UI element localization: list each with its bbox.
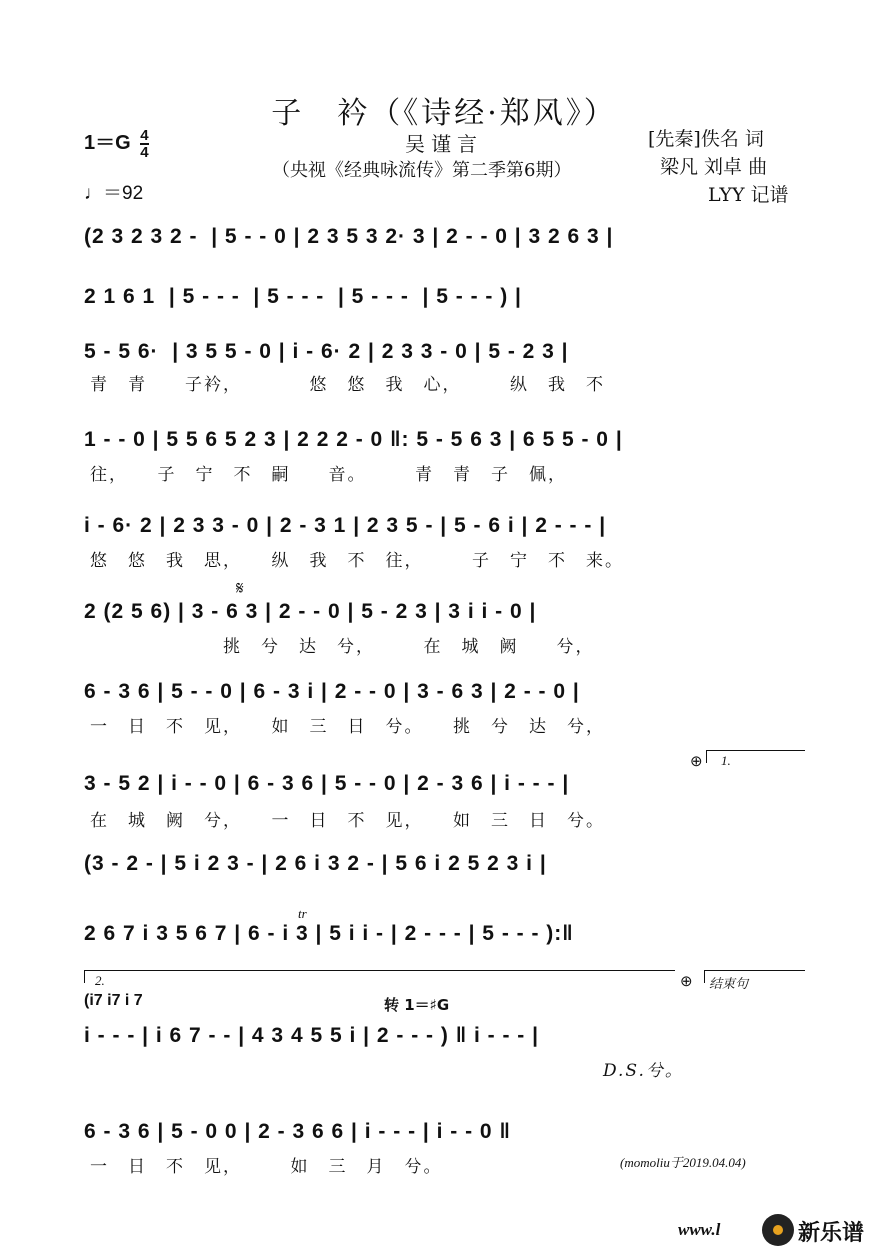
watermark-url: www.l: [678, 1220, 721, 1239]
lyric-line-3: 青 青 子衿， 悠 悠 我 心， 纵 我 不: [90, 375, 605, 395]
score-line-8: 3 - 5 2 | i - - 0 | 6 - 3 6 | 5 - - 0 | 2 - 3 6 | i - - - |: [84, 772, 570, 795]
score-line-3: 5 - 5 6· | 3 5 5 - 0 | i - 6· 2 | 2 3 3 - 0 | 5 - 2 3 |: [84, 340, 569, 363]
ending-label: 结束句: [709, 976, 749, 991]
lyric-line-7: 一 日 不 见， 如 三 日 兮。 挑 兮 达 兮，: [90, 717, 605, 737]
score-line-1: (2 3 2 3 2 - | 5 - - 0 | 2 3 5 3 2· 3 | 2 - - 0 | 3 2 6 3 |: [84, 225, 614, 248]
lyricist-credit: [先秦]佚名 词: [648, 128, 764, 150]
volta-1-label: 1.: [721, 753, 731, 768]
segno-sign: 𝄋: [236, 578, 244, 598]
lyric-line-5: 悠 悠 我 思， 纵 我 不 往， 子 宁 不 来。: [90, 551, 624, 571]
grace-notes: (i7 i7 i 7: [84, 992, 143, 1009]
trill-mark: tr: [298, 906, 307, 921]
volta-1-bracket: [706, 750, 805, 768]
watermark-site-name: 新乐谱: [798, 1221, 865, 1246]
transcriber-credit: LYY 记谱: [708, 184, 789, 206]
time-top: 4: [140, 126, 149, 144]
time-bottom: 4: [140, 143, 149, 161]
score-line-4: 1 - - 0 | 5 5 6 5 2 3 | 2 2 2 - 0 ‖: 5 - 5 6 3 | 6 5 5 - 0 |: [84, 428, 623, 451]
tempo-mark: ♩＝92: [84, 183, 144, 204]
coda-sign-2: ⊕: [680, 974, 693, 990]
score-line-9: (3 - 2 - | 5 i 2 3 - | 2 6 i 3 2 - | 5 6 i 2 5 2 3 i |: [84, 852, 547, 875]
lyric-line-4: 往， 子 宁 不 嗣 音。 青 青 子 佩，: [90, 465, 567, 485]
score-line-7: 6 - 3 6 | 5 - - 0 | 6 - 3 i | 2 - - 0 | 3 - 6 3 | 2 - - 0 |: [84, 680, 580, 703]
score-line-2: 2 1 6 1 | 5 - - - | 5 - - - | 5 - - - | 5 - - - ) |: [84, 285, 522, 308]
lyric-line-12: 一 日 不 见， 如 三 月 兮。: [90, 1157, 443, 1177]
score-line-5: i - 6· 2 | 2 3 3 - 0 | 2 - 3 1 | 2 3 5 - | 5 - 6 i | 2 - - - |: [84, 514, 607, 537]
site-watermark: [678, 1214, 878, 1246]
vinyl-record-icon: [762, 1214, 794, 1246]
lyric-line-11: D.S.兮。: [90, 1061, 684, 1081]
song-title: 子 衿（《诗经·郑风》）: [271, 96, 617, 131]
lyric-line-6: 挑 兮 达 兮， 在 城 阙 兮，: [90, 637, 595, 657]
coda-sign: ⊕: [690, 754, 703, 770]
singer: 吴谨言: [405, 132, 483, 156]
score-line-10: 2 6 7 i 3 5 6 7 | 6 - i 3 | 5 i i - | 2 - - - | 5 - - - ):‖: [84, 922, 574, 945]
ending-bracket: [704, 970, 805, 991]
key-label: 1＝G: [84, 132, 131, 154]
score-line-11: i - - - | i 6 7 - - | 4 3 4 5 5 i | 2 - - - ) ‖ i - - - |: [84, 1024, 540, 1047]
volta-2-bracket: [84, 970, 675, 988]
program-info: （央视《经典咏流传》第二季第6期）: [272, 160, 572, 181]
transcriber-signature: (momoliu于2019.04.04): [620, 1155, 746, 1170]
score-line-12: 6 - 3 6 | 5 - 0 0 | 2 - 3 6 6 | i - - - | i - - 0 ‖: [84, 1120, 511, 1143]
modulation-mark: 转 1＝♯G: [384, 996, 450, 1014]
score-line-6: 2 (2 5 6) | 3 - 6 3 | 2 - - 0 | 5 - 2 3 | 3 i i - 0 |: [84, 600, 537, 623]
lyric-line-8: 在 城 阙 兮， 一 日 不 见， 如 三 日 兮。: [90, 811, 605, 831]
volta-2-label: 2.: [95, 973, 105, 988]
composer-credit: 梁凡 刘卓 曲: [660, 156, 768, 178]
